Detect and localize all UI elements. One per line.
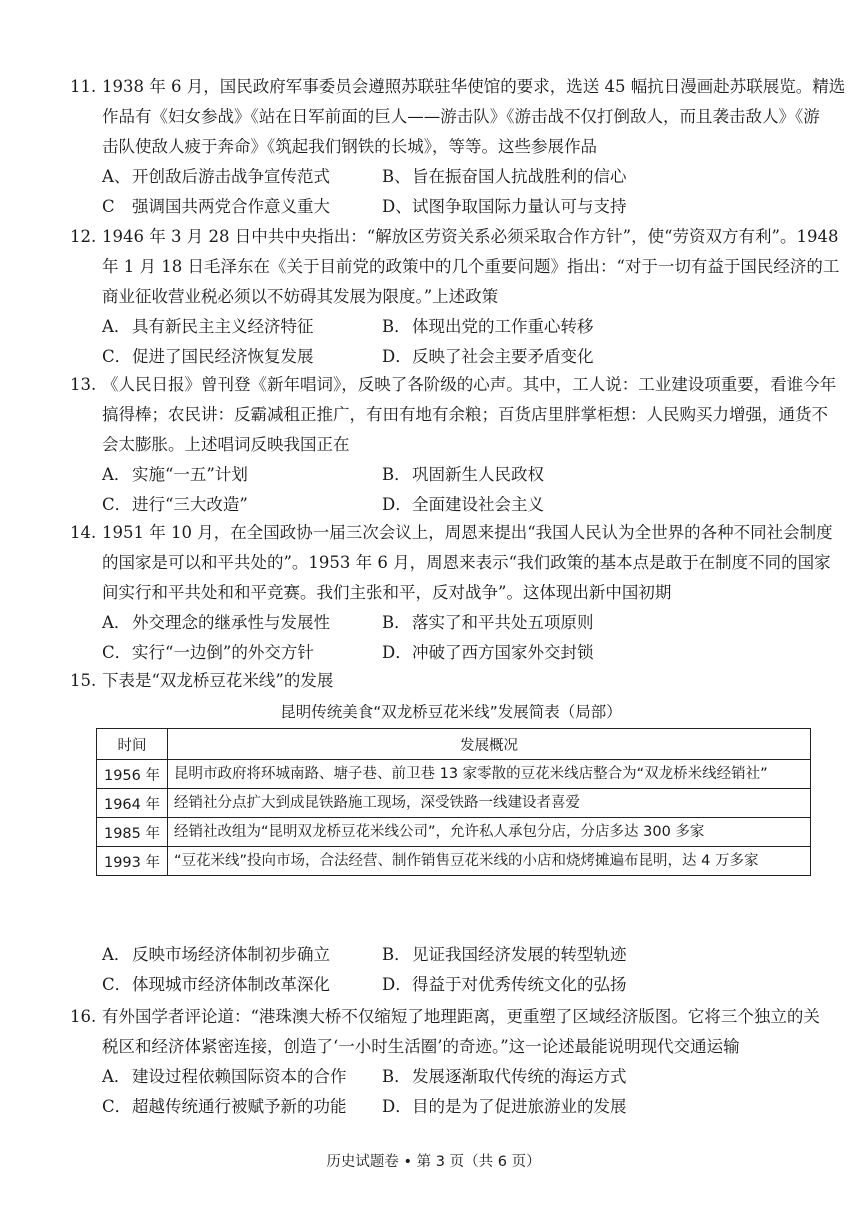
option-d <box>382 970 662 1000</box>
question-16 <box>70 1002 820 1122</box>
option-key: C． <box>102 643 132 662</box>
table-row <box>97 789 811 818</box>
option-d <box>382 490 662 520</box>
question-13 <box>70 370 837 520</box>
question-text-line: 年 1 月 18 日毛泽东在《关于目前党的政策中的几个重要问题》指出：“对于一切有益于国民经济的工 <box>102 257 840 276</box>
option-key: A． <box>102 1067 131 1086</box>
table-cell-year: 1985 年 <box>97 818 168 847</box>
option-key: B、 <box>382 167 411 186</box>
question-text-line: 《人民日报》曾刊登《新年唱词》，反映了各阶级的心声。其中，工人说：工业建设项重要，看谁今年 <box>102 375 837 394</box>
option-key: C <box>102 197 115 216</box>
option-text: 建设过程依赖国际资本的合作 <box>132 1067 347 1086</box>
option-d <box>382 1092 662 1122</box>
option-key: B． <box>382 613 411 632</box>
option-a <box>102 460 382 490</box>
option-b <box>382 940 662 970</box>
question-number: 14. <box>70 523 97 542</box>
option-text: 实施“一五”计划 <box>132 465 248 484</box>
question-15 <box>70 666 810 696</box>
option-text: 全面建设社会主义 <box>412 495 544 514</box>
question-number: 12. <box>70 227 97 246</box>
table-header-time: 时间 <box>97 729 168 760</box>
question-text-line: 1938 年 6 月，国民政府军事委员会遵照苏联驻华使馆的要求，选送 45 幅抗日漫画赴苏联展览。精选 <box>102 77 846 96</box>
table-cell-text: “豆花米线”投向市场，合法经营、制作销售豆花米线的小店和烧烤摊遍布昆明，达 4 万多家 <box>168 847 811 876</box>
option-a <box>102 162 382 192</box>
question-text-line: 搞得棒；农民讲：反霸减租正推广，有田有地有余粮；百货店里胖掌柜想：人民购买力增强，通货不 <box>102 405 828 424</box>
option-text: 实行“一边倒”的外交方针 <box>132 643 314 662</box>
option-text: 冲破了西方国家外交封锁 <box>412 643 594 662</box>
option-text: 体现出党的工作重心转移 <box>412 317 594 336</box>
option-key: C． <box>102 495 132 514</box>
table-row <box>97 847 811 876</box>
development-table <box>96 728 811 876</box>
table-cell-text: 经销社改组为“昆明双龙桥豆花米线公司”，允许私人承包分店，分店多达 300 多家 <box>168 818 811 847</box>
option-b <box>382 1062 662 1092</box>
option-list <box>70 608 810 668</box>
option-text: 试图争取国际力量认可与支持 <box>412 197 627 216</box>
option-a <box>102 1062 382 1092</box>
option-text: 外交理念的继承性与发展性 <box>132 613 330 632</box>
table-title: 昆明传统美食“双龙桥豆花米线”发展简表（局部） <box>280 703 622 721</box>
option-a <box>102 608 382 638</box>
option-text: 见证我国经济发展的转型轨迹 <box>412 945 627 964</box>
option-text: 落实了和平共处五项原则 <box>412 613 594 632</box>
option-text: 强调国共两党合作意义重大 <box>132 197 330 216</box>
option-text: 得益于对优秀传统文化的弘扬 <box>412 975 627 994</box>
option-b <box>382 312 662 342</box>
table-cell-year: 1993 年 <box>97 847 168 876</box>
question-text-line: 商业征收营业税必须以不妨碍其发展为限度。”上述政策 <box>102 287 499 306</box>
option-b <box>382 460 662 490</box>
question-15-options <box>70 940 810 1000</box>
option-key: A． <box>102 317 131 336</box>
option-key: A． <box>102 613 131 632</box>
option-key: A． <box>102 465 131 484</box>
option-text: 目的是为了促进旅游业的发展 <box>412 1097 627 1116</box>
question-text-line: 税区和经济体紧密连接，创造了‘一小时生活圈’的奇迹。”这一论述最能说明现代交通运输 <box>102 1037 740 1056</box>
option-c <box>102 342 382 372</box>
option-key: B． <box>382 945 411 964</box>
option-d <box>382 192 662 222</box>
option-b <box>382 162 662 192</box>
table-row <box>97 818 811 847</box>
option-text: 具有新民主主义经济特征 <box>132 317 314 336</box>
option-text: 开创敌后游击战争宣传范式 <box>132 167 330 186</box>
table-cell-text: 经销社分点扩大到成昆铁路施工现场，深受铁路一线建设者喜爱 <box>168 789 811 818</box>
question-text-line: 有外国学者评论道：“港珠澳大桥不仅缩短了地理距离，更重塑了区域经济版图。它将三个独立的关 <box>102 1007 820 1026</box>
option-key: C． <box>102 347 132 366</box>
question-text-line: 间实行和平共处和和平竞赛。我们主张和平，反对战争”。这体现出新中国初期 <box>102 583 672 602</box>
option-key: D． <box>382 495 412 514</box>
option-d <box>382 342 662 372</box>
option-c <box>102 490 382 520</box>
option-key: B． <box>382 1067 411 1086</box>
question-text-line: 下表是“双龙桥豆花米线”的发展 <box>102 671 334 690</box>
option-list <box>70 940 810 1000</box>
option-c <box>102 970 382 1000</box>
option-key: A． <box>102 945 131 964</box>
option-c <box>102 1092 382 1122</box>
question-text-line: 会太膨胀。上述唱词反映我国正在 <box>102 435 350 454</box>
option-b <box>382 608 662 638</box>
question-text-line: 作品有《妇女参战》《站在日军前面的巨人——游击队》《游击战不仅打倒敌人，而且袭击敌人》《游 <box>102 107 820 126</box>
question-text-line: 击队使敌人疲于奔命》《筑起我们钢铁的长城》，等等。这些参展作品 <box>102 137 597 156</box>
option-text: 超越传统通行被赋予新的功能 <box>132 1097 347 1116</box>
question-number: 16. <box>70 1007 97 1026</box>
option-a <box>102 312 382 342</box>
question-text-line: 的国家是可以和平共处的”。1953 年 6 月，周恩来表示“我们政策的基本点是敢于在制度不同的国家 <box>102 553 831 572</box>
option-d <box>382 638 662 668</box>
option-key: C． <box>102 975 132 994</box>
table-cell-text: 昆明市政府将环城南路、塘子巷、前卫巷 13 家零散的豆花米线店整合为“双龙桥米线经销社” <box>168 760 811 789</box>
option-text: 反映了社会主要矛盾变化 <box>412 347 594 366</box>
option-list <box>70 162 810 222</box>
page-footer: 历史试题卷 • 第 3 页（共 6 页） <box>326 1154 541 1170</box>
option-text: 促进了国民经济恢复发展 <box>132 347 314 366</box>
table-header-overview: 发展概况 <box>168 729 811 760</box>
table-header-row <box>97 729 811 760</box>
question-11 <box>70 72 846 222</box>
table-row <box>97 760 811 789</box>
option-text: 反映市场经济体制初步确立 <box>132 945 330 964</box>
option-key: D． <box>382 643 412 662</box>
option-key: B． <box>382 465 411 484</box>
option-text: 旨在振奋国人抗战胜利的信心 <box>412 167 627 186</box>
table-cell-year: 1956 年 <box>97 760 168 789</box>
question-14 <box>70 518 833 668</box>
option-a <box>102 940 382 970</box>
option-key: C． <box>102 1097 132 1116</box>
option-list <box>70 460 810 520</box>
table-cell-year: 1964 年 <box>97 789 168 818</box>
option-key: A、 <box>102 167 131 186</box>
question-number: 15. <box>70 671 97 690</box>
option-list <box>70 1062 810 1122</box>
question-text-line: 1946 年 3 月 28 日中共中央指出：“解放区劳资关系必须采取合作方针”，使“劳资双方有利”。1948 <box>102 227 839 246</box>
option-c <box>102 638 382 668</box>
option-text: 巩固新生人民政权 <box>412 465 544 484</box>
question-number: 13. <box>70 375 97 394</box>
option-text: 体现城市经济体制改革深化 <box>132 975 330 994</box>
option-text: 进行“三大改造” <box>132 495 248 514</box>
question-number: 11. <box>70 77 97 96</box>
option-list <box>70 312 810 372</box>
option-text: 发展逐渐取代传统的海运方式 <box>412 1067 627 1086</box>
option-key: D． <box>382 347 412 366</box>
option-c <box>102 192 382 222</box>
option-key: D、 <box>382 197 412 216</box>
option-key: D． <box>382 1097 412 1116</box>
option-key: B． <box>382 317 411 336</box>
question-text-line: 1951 年 10 月，在全国政协一届三次会议上，周恩来提出“我国人民认为全世界的各种不同社会制度 <box>102 523 833 542</box>
option-key: D． <box>382 975 412 994</box>
question-12 <box>70 222 840 372</box>
